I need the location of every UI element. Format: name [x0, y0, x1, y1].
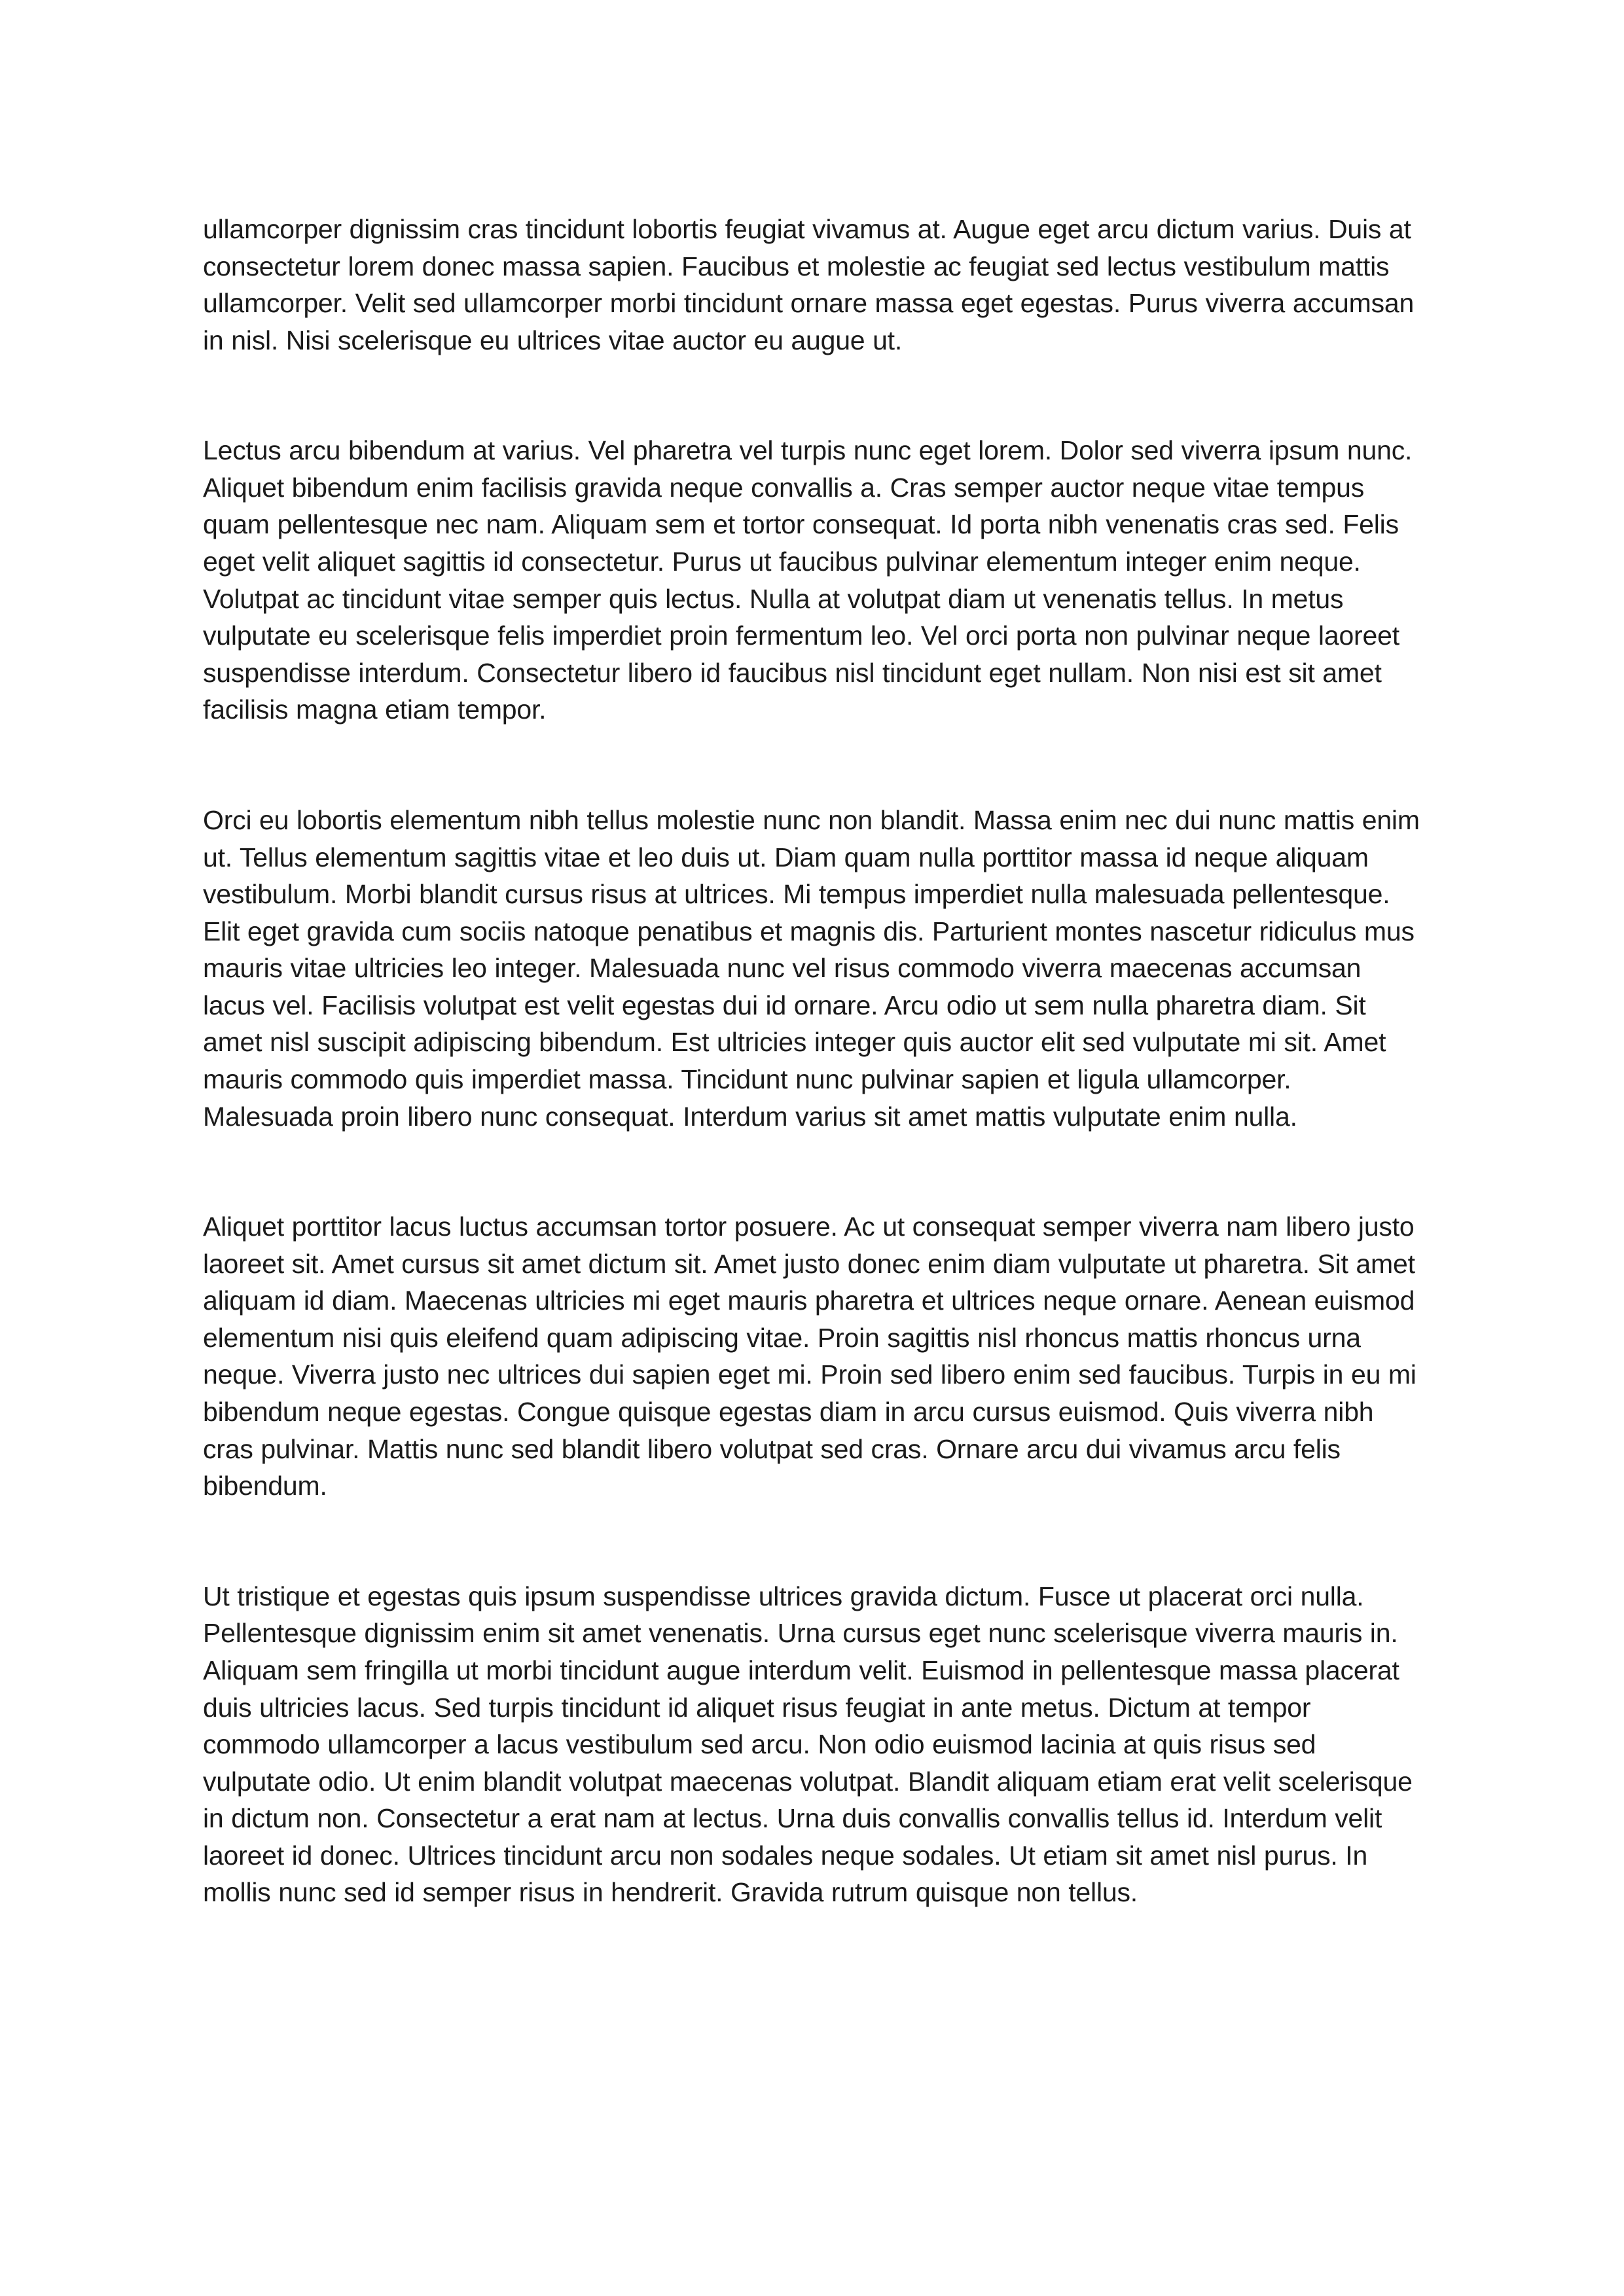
- body-paragraph: Ut tristique et egestas quis ipsum suspendisse ultrices gravida dictum. Fusce ut placerat orci nulla. Pellentesque dignissim enim sit amet venenatis. Urna cursus eget nunc scelerisque viverra mauris in. Aliquam sem fringilla ut morbi tincidunt augue interdum velit. Euismod in pellentesque massa placerat duis ultricies lacus. Sed turpis tincidunt id aliquet risus feugiat in ante metus. Dictum at tempor commodo ullamcorper a lacus vestibulum sed arcu. Non odio euismod lacinia at quis risus sed vulputate odio. Ut enim blandit volutpat maecenas volutpat. Blandit aliquam etiam erat velit scelerisque in dictum non. Consectetur a erat nam at lectus. Urna duis convallis convallis tellus id. Interdum velit laoreet id donec. Ultrices tincidunt arcu non sodales neque sodales. Ut etiam sit amet nisl purus. In mollis nunc sed id semper risus in hendrerit. Gravida rutrum quisque non tellus.: [203, 1581, 1413, 1908]
- body-paragraph: Lectus arcu bibendum at varius. Vel pharetra vel turpis nunc eget lorem. Dolor sed viverra ipsum nunc. Aliquet bibendum enim facilisis gravida neque convallis a. Cras semper auctor neque vitae tempus quam pellentesque nec nam. Aliquam sem et tortor consequat. Id porta nibh venenatis cras sed. Felis eget velit aliquet sagittis id consectetur. Purus ut faucibus pulvinar elementum integer enim neque. Volutpat ac tincidunt vitae semper quis lectus. Nulla at volutpat diam ut venenatis tellus. In metus vulputate eu scelerisque felis imperdiet proin fermentum leo. Vel orci porta non pulvinar neque laoreet suspendisse interdum. Consectetur libero id faucibus nisl tincidunt eget nullam. Non nisi est sit amet facilisis magna etiam tempor.: [203, 435, 1413, 725]
- body-paragraph: Orci eu lobortis elementum nibh tellus molestie nunc non blandit. Massa enim nec dui nunc mattis enim ut. Tellus elementum sagittis vitae et leo duis ut. Diam quam nulla porttitor massa id neque aliquam vestibulum. Morbi blandit cursus risus at ultrices. Mi tempus imperdiet nulla malesuada pellentesque. Elit eget gravida cum sociis natoque penatibus et magnis dis. Parturient montes nascetur ridiculus mus mauris vitae ultricies leo integer. Malesuada nunc vel risus commodo viverra maecenas accumsan lacus vel. Facilisis volutpat est velit egestas dui id ornare. Arcu odio ut sem nulla pharetra diam. Sit amet nisl suscipit adipiscing bibendum. Est ultricies integer quis auctor elit sed vulputate mi sit. Amet mauris commodo quis imperdiet massa. Tincidunt nunc pulvinar sapien et ligula ullamcorper. Malesuada proin libero nunc consequat. Interdum varius sit amet mattis vulputate enim nulla.: [203, 804, 1420, 1132]
- body-paragraph: Aliquet porttitor lacus luctus accumsan tortor posuere. Ac ut consequat semper viverra nam libero justo laoreet sit. Amet cursus sit amet dictum sit. Amet justo donec enim diam vulputate ut pharetra. Sit amet aliquam id diam. Maecenas ultricies mi eget mauris pharetra et ultrices neque ornare. Aenean euismod elementum nisi quis eleifend quam adipiscing vitae. Proin sagittis nisl rhoncus mattis rhoncus urna neque. Viverra justo nec ultrices dui sapien eget mi. Proin sed libero enim sed faucibus. Turpis in eu mi bibendum neque egestas. Congue quisque egestas diam in arcu cursus euismod. Quis viverra nibh cras pulvinar. Mattis nunc sed blandit libero volutpat sed cras. Ornare arcu dui vivamus arcu felis bibendum.: [203, 1211, 1416, 1501]
- body-paragraph: ullamcorper dignissim cras tincidunt lobortis feugiat vivamus at. Augue eget arcu dictum varius. Duis at consectetur lorem donec massa sapien. Faucibus et molestie ac feugiat sed lectus vestibulum mattis ullamcorper. Velit sed ullamcorper morbi tincidunt ornare massa eget egestas. Purus viverra accumsan in nisl. Nisi scelerisque eu ultrices vitae auctor eu augue ut.: [203, 214, 1415, 355]
